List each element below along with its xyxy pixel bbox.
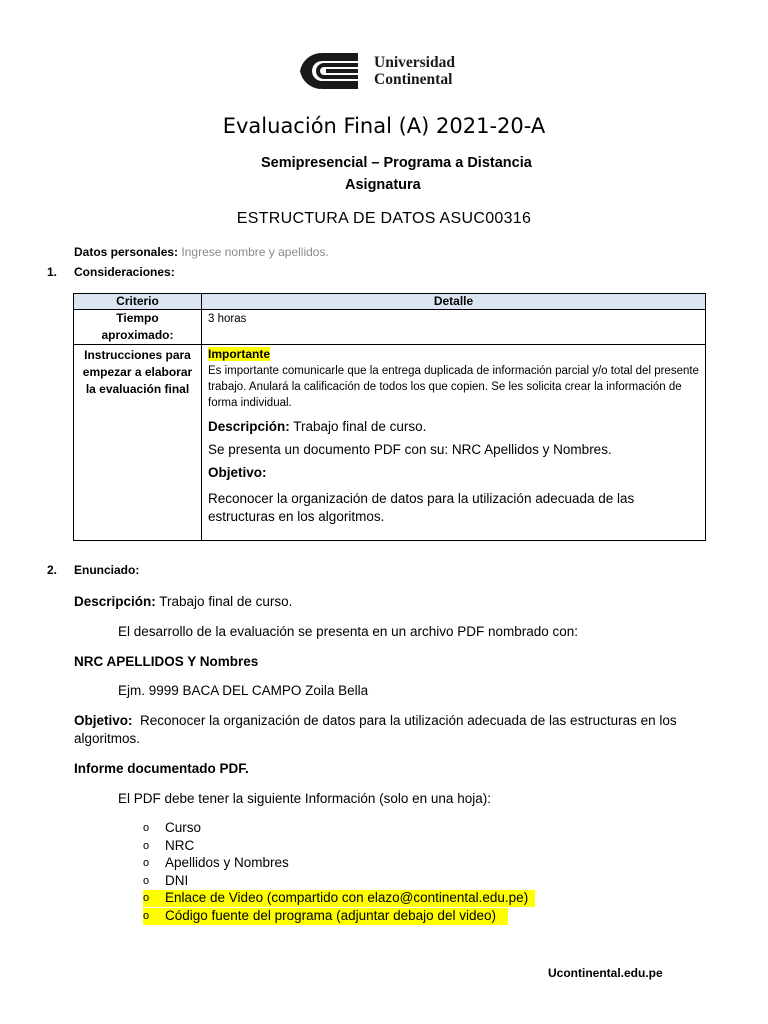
description-label: Descripción: <box>208 419 290 434</box>
example-text: Ejm. 9999 BACA DEL CAMPO Zoila Bella <box>118 683 369 698</box>
description-text: Trabajo final de curso. <box>159 594 293 609</box>
criterio-line: Tiempo <box>116 311 159 325</box>
footer-url[interactable]: Ucontinental.edu.pe <box>548 966 663 980</box>
bullet-icon: o <box>143 822 150 834</box>
logo-line2: Continental <box>374 71 453 88</box>
important-text: Es importante comunicarle que la entrega duplicada de información parcial y/o total del presente trabajo. Anulará la calificación de todos los que copien. Se les solicita crear la información de forma individual. <box>208 365 699 409</box>
list-item <box>143 838 528 856</box>
list-item-text: DNI <box>165 872 189 888</box>
modality-subtitle: Semipresencial – Programa a Distancia <box>261 155 532 171</box>
objective-label: Objetivo: <box>208 465 267 480</box>
course-name: ESTRUCTURA DE DATOS ASUC00316 <box>236 210 532 227</box>
report-heading: Informe documentado PDF. <box>74 761 249 776</box>
criteria-table <box>73 293 706 541</box>
header-criterio: Criterio <box>74 294 202 310</box>
list-item <box>143 820 528 838</box>
pdf-text: Se presenta un documento PDF con su: NRC Apellidos y Nombres. <box>208 442 612 457</box>
criterio-line: empezar a elaborar <box>82 365 193 379</box>
personal-data <box>74 245 329 259</box>
list-item-text: NRC <box>165 837 195 853</box>
list-item-text: Curso <box>165 820 202 835</box>
bullet-icon: o <box>143 874 150 887</box>
logo-line1: Universidad <box>374 54 455 71</box>
description-text: Trabajo final de curso. <box>293 419 427 434</box>
objective-text: Reconocer la organización de datos para la utilización adecuada de las estructuras en los algoritmos. <box>208 491 635 524</box>
bullet-icon: o <box>143 839 150 852</box>
list-item <box>143 855 528 873</box>
criterio-line: la evaluación final <box>85 382 190 396</box>
bullet-icon: o <box>143 857 150 869</box>
list-item-highlighted <box>143 908 528 926</box>
table-header-row <box>74 294 706 310</box>
personal-data-placeholder[interactable]: Ingrese nombre y apellidos. <box>181 245 329 259</box>
requirements-list <box>143 820 528 925</box>
important-label: Importante <box>208 347 271 361</box>
section1-title: Consideraciones: <box>74 265 175 279</box>
bullet-icon: o <box>143 909 150 922</box>
objective-paragraph <box>74 712 704 748</box>
table-row <box>74 345 706 541</box>
development-text: El desarrollo de la evaluación se presenta en un archivo PDF nombrado con: <box>118 624 579 639</box>
subject-subtitle: Asignatura <box>345 177 421 193</box>
section1-number: 1. <box>47 265 58 279</box>
section2-number: 2. <box>47 563 58 577</box>
logo-mark-icon <box>296 50 366 92</box>
nrc-heading: NRC APELLIDOS Y Nombres <box>74 654 259 669</box>
detalle-cell <box>202 345 706 541</box>
objective-label: Objetivo: <box>74 713 133 728</box>
pdf-intro: El PDF debe tener la siguiente Información (solo en una hoja): <box>118 791 491 806</box>
detalle-cell: 3 horas <box>202 310 706 345</box>
objective-text: Reconocer la organización de datos para la utilización adecuada de las estructuras en los algoritmos. <box>74 713 677 746</box>
criterio-line: aproximado: <box>101 328 174 342</box>
header-detalle: Detalle <box>202 294 706 310</box>
list-item-text: Enlace de Video (compartido con elazo@continental.edu.pe) <box>165 890 529 905</box>
university-logo <box>296 50 476 92</box>
list-item-text: Código fuente del programa (adjuntar debajo del video) <box>165 907 496 923</box>
criterio-cell <box>74 345 202 541</box>
list-item-highlighted <box>143 890 528 908</box>
criterio-cell <box>74 310 202 345</box>
table-row <box>74 310 706 345</box>
personal-data-label: Datos personales: <box>74 245 179 259</box>
criterio-line: Instrucciones para <box>84 348 191 362</box>
section2-title: Enunciado: <box>74 563 140 577</box>
page-title: Evaluación Final (A) 2021-20-A <box>222 114 546 138</box>
bullet-icon: o <box>143 892 150 904</box>
list-item <box>143 873 528 891</box>
description-line <box>74 593 292 611</box>
description-label: Descripción: <box>74 594 156 609</box>
description-line <box>208 418 699 436</box>
logo-text <box>374 54 455 88</box>
list-item-text: Apellidos y Nombres <box>165 855 289 870</box>
